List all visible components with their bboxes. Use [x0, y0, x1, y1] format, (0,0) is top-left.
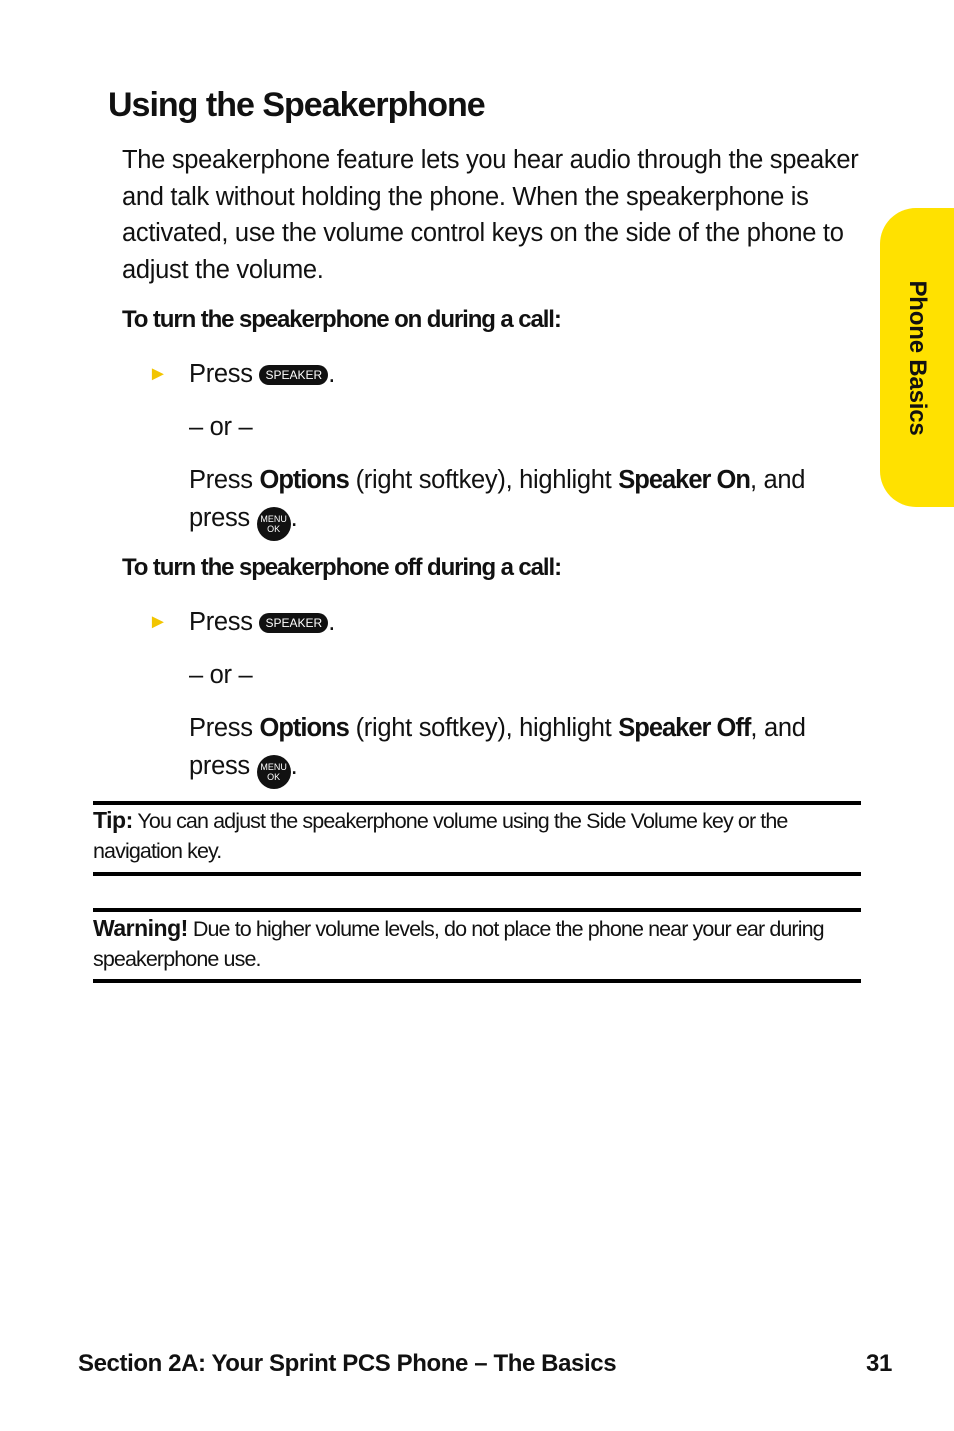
alt-press-label: Press — [189, 714, 253, 742]
bullet-arrow-icon: ► — [148, 611, 168, 633]
procedure-heading-off: To turn the speakerphone off during a call: — [122, 554, 561, 581]
menu-ok-key-icon: MENU OK — [257, 507, 291, 541]
page-number: 31 — [866, 1350, 892, 1377]
alt-period: . — [290, 504, 298, 532]
alt-step-line1-off — [189, 710, 806, 746]
alt-press2-label: press — [189, 752, 250, 780]
step-press-label: Press — [189, 608, 253, 636]
tip-top-rule — [93, 801, 861, 805]
options-softkey-label: Options — [259, 714, 349, 742]
page-title: Using the Speakerphone — [108, 86, 485, 124]
tip-note — [93, 806, 863, 866]
step-press-label: Press — [189, 360, 253, 388]
procedure-heading-on: To turn the speakerphone on during a call: — [122, 306, 561, 333]
warning-label: Warning! — [93, 915, 188, 941]
alt-mid-text: (right softkey), highlight — [355, 466, 612, 494]
menu-item-speaker-on: Speaker On — [618, 466, 750, 494]
tip-bottom-rule — [93, 872, 861, 876]
intro-paragraph: The speakerphone feature lets you hear audio through the speaker and talk without holding the phone. When the speakerphone is activated, use the volume control keys on the side of the phone to adjust the volume. — [122, 146, 859, 285]
step-press-speaker-off — [189, 604, 335, 640]
speaker-key-icon: SPEAKER — [259, 365, 328, 385]
warning-note — [93, 914, 863, 974]
or-separator: – or – — [189, 413, 253, 441]
warning-bottom-rule — [93, 979, 861, 983]
tip-label: Tip: — [93, 807, 133, 833]
alt-step-line2-off — [189, 748, 297, 789]
tip-text: You can adjust the speakerphone volume using the Side Volume key or the navigation key. — [93, 809, 788, 863]
alt-press2-label: press — [189, 504, 250, 532]
menu-ok-key-icon: MENU OK — [257, 755, 291, 789]
alt-step-line2-on — [189, 500, 297, 541]
alt-end-text: , and — [750, 714, 806, 742]
warning-text: Due to higher volume levels, do not place the phone near your ear during speakerphone use. — [93, 917, 824, 971]
footer-section-title: Section 2A: Your Sprint PCS Phone – The Basics — [78, 1350, 617, 1377]
alt-press-label: Press — [189, 466, 253, 494]
menu-item-speaker-off: Speaker Off — [618, 714, 751, 742]
section-tab-label: Phone Basics — [904, 280, 931, 435]
alt-mid-text: (right softkey), highlight — [355, 714, 612, 742]
step-period: . — [328, 608, 335, 636]
warning-top-rule — [93, 908, 861, 912]
step-period: . — [328, 360, 335, 388]
speaker-key-icon: SPEAKER — [259, 613, 328, 633]
options-softkey-label: Options — [259, 466, 349, 494]
bullet-arrow-icon: ► — [148, 363, 168, 385]
section-tab — [880, 208, 954, 507]
alt-step-line1-on — [189, 462, 805, 498]
alt-period: . — [290, 752, 298, 780]
or-separator: – or – — [189, 661, 253, 689]
alt-end-text: , and — [749, 466, 806, 494]
step-press-speaker-on — [189, 356, 335, 392]
